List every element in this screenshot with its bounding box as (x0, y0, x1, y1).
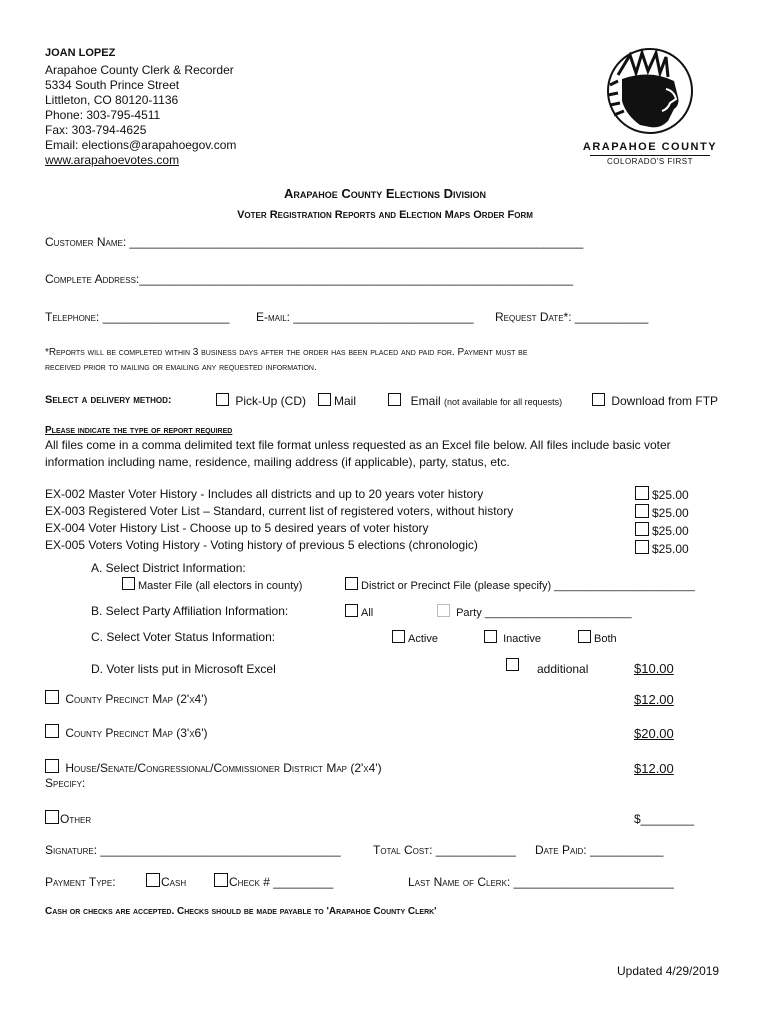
other-price[interactable]: $________ (634, 812, 695, 826)
county-logo (570, 45, 730, 170)
excel-checkbox[interactable] (506, 658, 519, 671)
active-checkbox[interactable] (392, 630, 405, 643)
report-item: EX-005 Voters Voting History - Voting history of previous 5 elections (chronologic) (45, 538, 478, 552)
total-cost-field[interactable]: Total Cost: ____________ (373, 843, 516, 857)
report-item: EX-003 Registered Voter List – Standard, current list of registered voters, without history (45, 504, 514, 518)
both-label: Both (594, 633, 617, 645)
payment-type-label: Payment Type: (45, 875, 116, 889)
address-block (45, 63, 236, 168)
report-description-1: All files come in a comma delimited text file format unless requested as an Excel file below. All files include basic voter (45, 438, 671, 452)
email-checkbox[interactable] (388, 393, 401, 406)
phone: Phone: 303-795-4511 (45, 108, 161, 122)
address-line: Arapahoe County Clerk & Recorder (45, 63, 234, 77)
map-label: County Precinct Map (2'x4') (65, 692, 208, 706)
report-price: $25.00 (652, 506, 689, 520)
payment-check-option[interactable] (214, 873, 333, 889)
address-field[interactable]: Complete Address:_________________________________________________________________ (45, 272, 574, 286)
report-checkbox[interactable] (635, 540, 649, 554)
other-label: Other (60, 812, 92, 826)
option-c-active[interactable] (392, 630, 438, 645)
processing-note-2: received prior to mailing or emailing any requested information. (45, 362, 317, 373)
district-file-label: District or Precinct File (please specify) _______________________ (361, 580, 695, 592)
payment-cash-option[interactable] (146, 873, 186, 889)
map-checkbox[interactable] (45, 759, 59, 773)
map-option[interactable] (45, 759, 382, 775)
date-paid-field[interactable]: Date Paid: ___________ (535, 843, 664, 857)
map-checkbox[interactable] (45, 690, 59, 704)
clerk-name-field[interactable]: Last Name of Clerk: ________________________ (408, 875, 674, 889)
telephone-field[interactable]: Telephone: ___________________ (45, 310, 230, 324)
clerk-name: JOAN LOPEZ (45, 47, 116, 59)
master-file-label: Master File (all electors in county) (138, 580, 303, 592)
option-c-both[interactable] (578, 630, 617, 645)
report-price-row[interactable] (635, 522, 689, 540)
party-specific-label: Party ________________________ (456, 607, 632, 619)
report-checkbox[interactable] (635, 504, 649, 518)
inactive-checkbox[interactable] (484, 630, 497, 643)
option-d-label: D. Voter lists put in Microsoft Excel (91, 662, 276, 676)
option-c-label: C. Select Voter Status Information: (91, 630, 276, 644)
email-address: Email: elections@arapahoegov.com (45, 138, 237, 152)
processing-note-1: *Reports will be completed within 3 business days after the order has been placed and paid for. Payment must be (45, 347, 528, 358)
option-d-excel[interactable] (506, 658, 522, 673)
email-field[interactable]: E-mail: ___________________________ (256, 310, 474, 324)
logo-tagline: COLORADO'S FIRST (590, 155, 710, 166)
report-checkbox[interactable] (635, 522, 649, 536)
district-file-checkbox[interactable] (345, 577, 358, 590)
delivery-mail-option[interactable] (318, 393, 356, 408)
email-label: Email (410, 394, 441, 408)
fax: Fax: 303-794-4625 (45, 123, 147, 137)
report-item: EX-004 Voter History List - Choose up to 5 desired years of voter history (45, 521, 429, 535)
pickup-label: Pick-Up (CD) (235, 394, 307, 408)
master-file-checkbox[interactable] (122, 577, 135, 590)
map-price: $20.00 (634, 726, 674, 741)
other-option[interactable] (45, 810, 91, 826)
check-label: Check # _________ (229, 875, 334, 889)
option-a-district[interactable] (345, 577, 695, 592)
request-date-field[interactable]: Request Date*: ___________ (495, 310, 649, 324)
delivery-method-label: Select a delivery method: (45, 394, 172, 406)
report-price: $25.00 (652, 524, 689, 538)
report-item: EX-002 Master Voter History - Includes all districts and up to 20 years voter history (45, 487, 484, 501)
report-price-row[interactable] (635, 486, 689, 504)
native-american-profile-icon (570, 45, 730, 140)
party-specific-checkbox[interactable] (437, 604, 450, 617)
customer-name-field[interactable]: Customer Name: ____________________________________________________________________ (45, 235, 584, 249)
website-link[interactable]: www.arapahoevotes.com (45, 153, 180, 167)
report-description-2: information including name, residence, mailing address (if applicable), party, status, etc. (45, 455, 510, 469)
excel-price: $10.00 (634, 661, 674, 676)
report-price-row[interactable] (635, 504, 689, 522)
report-price: $25.00 (652, 488, 689, 502)
delivery-email-option[interactable] (388, 393, 562, 408)
address-line: 5334 South Prince Street (45, 78, 180, 92)
report-price-row[interactable] (635, 540, 689, 558)
page-title: Arapahoe County Elections Division (283, 186, 486, 201)
option-a-master[interactable] (122, 577, 302, 592)
map-option[interactable] (45, 724, 208, 740)
map-price: $12.00 (634, 761, 674, 776)
logo-name: ARAPAHOE COUNTY (582, 141, 718, 153)
party-all-checkbox[interactable] (345, 604, 358, 617)
mail-checkbox[interactable] (318, 393, 331, 406)
check-checkbox[interactable] (214, 873, 228, 887)
map-checkbox[interactable] (45, 724, 59, 738)
updated-date: Updated 4/29/2019 (617, 964, 720, 978)
option-b-party[interactable] (437, 604, 632, 619)
report-price: $25.00 (652, 542, 689, 556)
option-b-label: B. Select Party Affiliation Information: (91, 604, 289, 618)
map-label: House/Senate/Congressional/Commissioner District Map (2'x4') (65, 761, 382, 775)
option-c-inactive[interactable] (484, 630, 541, 645)
payment-note: Cash or checks are accepted. Checks should be made payable to 'Arapahoe County Clerk' (45, 906, 437, 917)
other-checkbox[interactable] (45, 810, 59, 824)
delivery-ftp-option[interactable] (592, 393, 718, 408)
delivery-pickup-option[interactable] (216, 393, 306, 408)
option-d-additional: additional (537, 662, 589, 676)
option-b-all[interactable] (345, 604, 373, 619)
report-prices (635, 486, 689, 558)
report-type-heading: Please indicate the type of report required (45, 425, 233, 436)
pickup-checkbox[interactable] (216, 393, 229, 406)
report-checkbox[interactable] (635, 486, 649, 500)
email-note: (not available for all requests) (444, 397, 563, 407)
specify-label: Specify: (45, 776, 86, 790)
map-label: County Precinct Map (3'x6') (65, 726, 208, 740)
map-price: $12.00 (634, 692, 674, 707)
active-label: Active (408, 633, 438, 645)
mail-label: Mail (334, 394, 357, 408)
party-all-label: All (361, 607, 374, 619)
both-checkbox[interactable] (578, 630, 591, 643)
cash-checkbox[interactable] (146, 873, 160, 887)
ftp-checkbox[interactable] (592, 393, 605, 406)
page-subtitle: Voter Registration Reports and Election Maps Order Form (237, 209, 533, 221)
inactive-label: Inactive (503, 633, 541, 645)
signature-field[interactable]: Signature: ____________________________________ (45, 843, 341, 857)
cash-label: Cash (161, 875, 187, 889)
map-option[interactable] (45, 690, 208, 706)
ftp-label: Download from FTP (611, 394, 719, 408)
address-line: Littleton, CO 80120-1136 (45, 93, 179, 107)
report-list (45, 486, 513, 554)
option-a-label: A. Select District Information: (91, 561, 246, 575)
